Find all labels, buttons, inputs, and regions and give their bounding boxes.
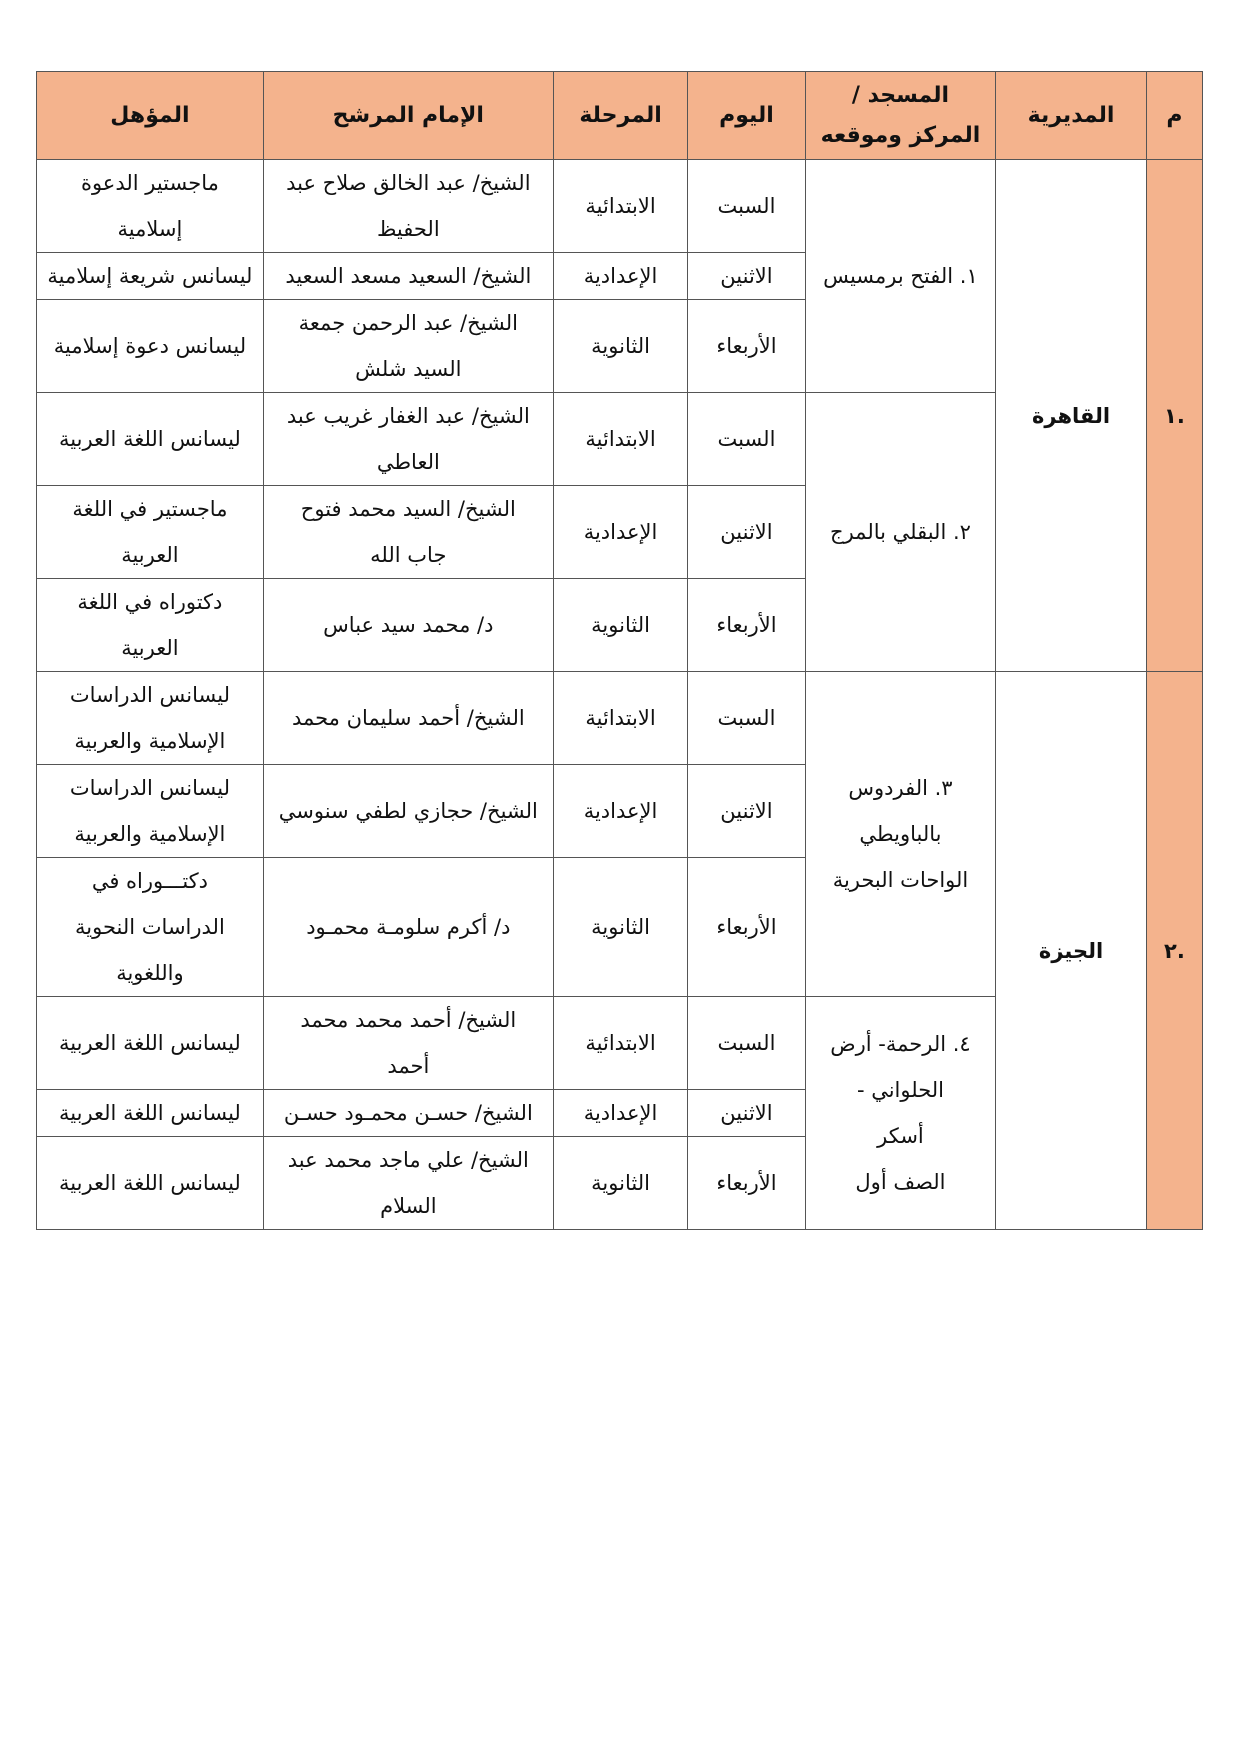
day-cell: الاثنين [688,1090,805,1137]
qualification-cell [37,300,264,393]
day-cell: الأربعاء [688,858,805,997]
row-number: .٢ [1146,672,1202,1230]
qualification-cell [37,393,264,486]
cell-line: ماجستير في اللغة [72,497,228,521]
day-cell: الأربعاء [688,1137,805,1230]
table-row [37,672,1203,765]
cell-line: دكتوراه في اللغة [77,590,223,614]
table-row [37,160,1203,253]
qualification-cell [37,1090,264,1137]
cell-line: الواحات البحرية [832,868,969,892]
cell-line: السلام [380,1194,437,1218]
cell-line: دكتـــوراه في [91,869,208,893]
qualification-cell [37,579,264,672]
day-cell: الاثنين [688,486,805,579]
imam-cell [263,160,553,253]
qualification-cell [37,672,264,765]
cell-line: العاطي [376,450,440,474]
cell-line: د/ أكرم سلومـة محمـود [306,915,511,939]
imam-cell [263,393,553,486]
qualification-cell [37,1137,264,1230]
cell-line: الدراسات النحوية [75,915,225,939]
cell-line: الشيخ/ علي ماجد محمد عبد [287,1148,529,1172]
cell-line: إسلامية [117,217,183,241]
cell-line: الحفيظ [376,217,440,241]
day-cell: الاثنين [688,253,805,300]
header-imam: الإمام المرشح [263,72,553,160]
stage-cell: الإعدادية [553,765,687,858]
stage-cell: الثانوية [553,579,687,672]
header-qualification: المؤهل [37,72,264,160]
cell-line: الشيخ/ عبد الخالق صلاح عبد [286,171,531,195]
imam-cell [263,486,553,579]
header-mosque [805,72,996,160]
imam-cell [263,300,553,393]
imam-cell [263,1090,553,1137]
table-body [37,160,1203,1230]
imam-cell [263,1137,553,1230]
cell-line: ليسانس الدراسات [69,683,230,707]
cell-line: أسكر [877,1124,924,1148]
cell-line: السيد شلش [355,357,462,381]
cell-line: د/ محمد سيد عباس [323,613,494,637]
imam-cell [263,858,553,997]
cell-line: الصف أول [855,1170,946,1194]
stage-cell: الإعدادية [553,253,687,300]
cell-line: ٢. البقلي بالمرج [830,520,971,544]
day-cell: الأربعاء [688,579,805,672]
cell-line: ليسانس اللغة العربية [59,1171,241,1195]
day-cell: السبت [688,160,805,253]
header-num: م [1146,72,1202,160]
cell-line: ليسانس اللغة العربية [59,1031,241,1055]
qualification-cell [37,858,264,997]
imam-cell [263,997,553,1090]
cell-line: الشيخ/ حسـن محمـود حسـن [283,1101,533,1125]
imam-cell [263,672,553,765]
cell-line: الشيخ/ حجازي لطفي سنوسي [278,799,538,823]
cell-line: الشيخ/ أحمد محمد محمد [300,1008,517,1032]
cell-line: الشيخ/ السعيد مسعد السعيد [285,264,532,288]
header-directorate: المديرية [996,72,1147,160]
imam-cell [263,765,553,858]
cell-line: العربية [121,636,179,660]
stage-cell: الابتدائية [553,997,687,1090]
qualification-cell [37,486,264,579]
cell-line: جاب الله [370,543,447,567]
day-cell: الأربعاء [688,300,805,393]
header-stage: المرحلة [553,72,687,160]
stage-cell: الابتدائية [553,672,687,765]
header-mosque-line: المسجد / المركز [851,82,981,148]
header-mosque-line: وموقعه [820,122,902,148]
stage-cell: الإعدادية [553,486,687,579]
mosque-cell [805,393,996,672]
cell-line: الإسلامية والعربية [74,729,226,753]
cell-line: ليسانس اللغة العربية [59,427,241,451]
qualification-cell [37,997,264,1090]
cell-line: الشيخ/ أحمد سليمان محمد [291,706,525,730]
day-cell: السبت [688,997,805,1090]
cell-line: ليسانس دعوة إسلامية [53,334,247,358]
mosque-cell [805,997,996,1230]
directorate-cell: القاهرة [996,160,1147,672]
cell-line: ماجستير الدعوة [80,171,219,195]
stage-cell: الثانوية [553,1137,687,1230]
directorate-cell: الجيزة [996,672,1147,1230]
imams-schedule-table [36,71,1203,1230]
day-cell: الاثنين [688,765,805,858]
cell-line: الشيخ/ السيد محمد فتوح [300,497,516,521]
cell-line: ليسانس الدراسات [69,776,230,800]
cell-line: ٣. الفردوس [848,776,953,800]
cell-line: الحلواني - [856,1078,944,1102]
qualification-cell [37,160,264,253]
imam-cell [263,253,553,300]
row-number: .١ [1146,160,1202,672]
cell-line: الشيخ/ عبد الرحمن جمعة [298,311,518,335]
stage-cell: الابتدائية [553,393,687,486]
cell-line: ليسانس شريعة إسلامية [47,264,253,288]
mosque-cell [805,160,996,393]
cell-line: الشيخ/ عبد الغفار غريب عبد [286,404,530,428]
day-cell: السبت [688,672,805,765]
cell-line: ٤. الرحمة- أرض [830,1032,971,1056]
mosque-cell [805,672,996,997]
qualification-cell [37,253,264,300]
day-cell: السبت [688,393,805,486]
stage-cell: الثانوية [553,300,687,393]
stage-cell: الثانوية [553,858,687,997]
qualification-cell [37,765,264,858]
cell-line: واللغوية [116,961,184,985]
cell-line: ١. الفتح برمسيس [823,264,978,288]
cell-line: ليسانس اللغة العربية [59,1101,241,1125]
cell-line: الإسلامية والعربية [74,822,226,846]
header-row [37,72,1203,160]
cell-line: العربية [121,543,179,567]
stage-cell: الإعدادية [553,1090,687,1137]
imam-cell [263,579,553,672]
stage-cell: الابتدائية [553,160,687,253]
cell-line: أحمد [387,1054,430,1078]
cell-line: بالباويطي [859,822,942,846]
header-day: اليوم [688,72,805,160]
